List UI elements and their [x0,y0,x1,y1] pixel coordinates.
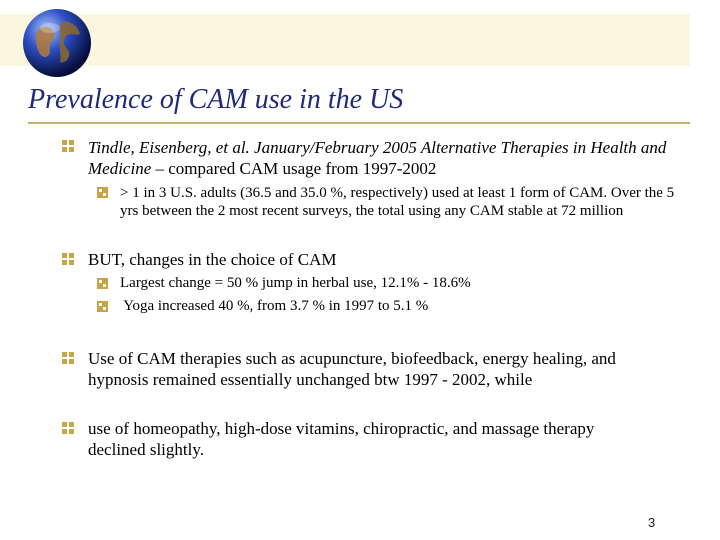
sub-bullet-item: Largest change = 50 % jump in herbal use, 12.1% - 18.6% [120,275,471,291]
diamond-bullet-icon [62,352,74,364]
citation-text: Tindle, Eisenberg, et al. January/February 2005 Alternative Therapies in Health and Medicine [88,138,667,178]
page-number: 3 [648,515,656,530]
bullet-item [88,137,678,179]
slide-title: Prevalence of CAM use in the US [28,84,404,115]
square-subbullet-icon [97,187,108,198]
bullet-item: Use of CAM therapies such as acupuncture, biofeedback, energy healing, and hypnosis remained essentially unchanged btw 1997 - 2002, while [88,349,616,389]
bullet-text: – compared CAM usage from 1997-2002 [151,159,437,178]
bullet-item: BUT, changes in the choice of CAM [88,250,337,269]
sub-bullet-item: Yoga increased 40 %, from 3.7 % in 1997 to 5.1 % [120,298,429,314]
bullet-item: use of homeopathy, high-dose vitamins, chiropractic, and massage therapy declined slightly. [88,419,595,459]
square-subbullet-icon [97,301,108,312]
diamond-bullet-icon [62,422,74,434]
diamond-bullet-icon [62,253,74,265]
diamond-bullet-icon [62,140,74,152]
square-subbullet-icon [97,278,108,289]
sub-bullet-item: > 1 in 3 U.S. adults (36.5 and 35.0 %, respectively) used at least 1 form of CAM. Over the 5 yrs between the 2 most recent surveys, the total using any CAM stable at 72 million [120,185,675,219]
